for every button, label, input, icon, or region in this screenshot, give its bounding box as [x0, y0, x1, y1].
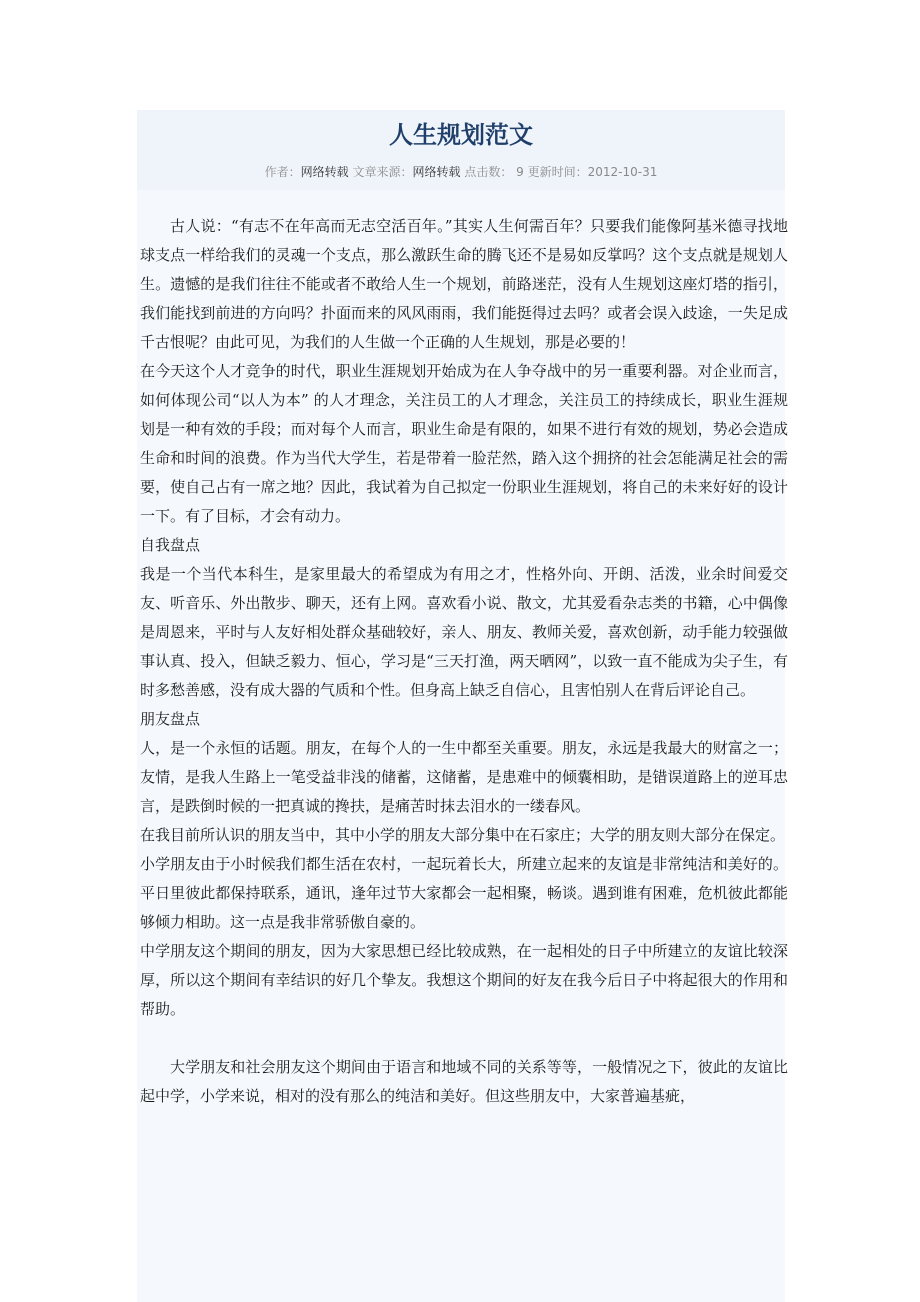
updated-value: 2012-10-31: [587, 165, 658, 179]
clicks-label: 点击数：: [464, 165, 513, 179]
paragraph-career: 在今天这个人才竞争的时代，职业生涯规划开始成为在人争夺战中的另一重要利器。对企业而言，如何体现公司“以人为本” 的人才理念，关注员工的人才理念，关注员工的持续成长，职业生涯规划是一种有效的手段；而对每个人而言，职业生命是有限的，如果不进行有效的规划，势必会造成生命和时间的浪费。作为当代大学生，若是带着一脸茫然，踏入这个拥挤的社会怎能满足社会的需要，使自己占有一席之地？因此，我试着为自己拟定一份职业生涯规划，将自己的未来好好的设计一下。有了目标，才会有动力。: [140, 362, 788, 525]
source-value: 网络转载: [412, 165, 461, 179]
section-heading-friends: 朋友盘点: [140, 710, 201, 728]
article-title: 人生规划范文: [389, 121, 533, 149]
updated-label: 更新时间：: [527, 165, 588, 179]
clicks-value: 9: [516, 165, 524, 179]
section-heading-self: 自我盘点: [140, 536, 201, 554]
paragraph-friends-intro: 人，是一个永恒的话题。朋友，在每个人的一生中都至关重要。朋友，永远是我最大的财富之一；友情，是我人生路上一笔受益非浅的储蓄，这储蓄，是患难中的倾囊相助，是错误道路上的逆耳忠言，是跌倒时候的一把真诚的搀扶，是痛苦时抹去泪水的一缕春风。: [140, 739, 788, 815]
author-label: 作者：: [264, 165, 301, 179]
paragraph-friends-location: 在我目前所认识的朋友当中，其中小学的朋友大部分集中在石家庄；大学的朋友则大部分在保定。: [140, 826, 786, 844]
source-label: 文章来源：: [352, 165, 413, 179]
paragraph-gap: [140, 1024, 788, 1053]
author-value: 网络转载: [300, 165, 349, 179]
paragraph-middle-friends: 中学朋友这个期间的朋友，因为大家思想已经比较成熟，在一起相处的日子中所建立的友谊比较深厚，所以这个期间有幸结识的好几个挚友。我想这个期间的好友在我今后日子中将起很大的作用和帮助。: [140, 942, 788, 1018]
paragraph-intro: 古人说：“有志不在年高而无志空活百年。”其实人生何需百年？只要我们能像阿基米德寻找地球支点一样给我们的灵魂一个支点，那么激跃生命的腾飞还不是易如反掌吗？这个支点就是规划人生。遗憾的是我们往往不能或者不敢给人生一个规划，前路迷茫，没有人生规划这座灯塔的指引，我们能找到前进的方向吗？扑面而来的风风雨雨，我们能挺得过去吗？或者会误入歧途，一失足成千古恨呢？由此可见，为我们的人生做一个正确的人生规划，那是必要的！: [140, 217, 788, 351]
article-body: [140, 212, 788, 1111]
article-meta: [137, 162, 785, 182]
paragraph-college-friends: 大学朋友和社会朋友这个期间由于语言和地域不同的关系等等，一般情况之下，彼此的友谊比起中学，小学来说，相对的没有那么的纯洁和美好。但这些朋友中，大家普遍基疵，: [140, 1058, 788, 1105]
paragraph-self: 我是一个当代本科生，是家里最大的希望成为有用之才，性格外向、开朗、活泼，业余时间爱交友、听音乐、外出散步、聊天，还有上网。喜欢看小说、散文，尤其爱看杂志类的书籍，心中偶像是周恩来，平时与人友好相处群众基础较好，亲人、朋友、教师关爱，喜欢创新，动手能力较强做事认真、投入，但缺乏毅力、恒心，学习是“三天打渔，两天晒网”，以致一直不能成为尖子生，有时多愁善感，没有成大器的气质和个性。但身高上缺乏自信心，且害怕别人在背后评论自己。: [140, 565, 788, 699]
paragraph-primary-friends: 小学朋友由于小时候我们都生活在农村，一起玩着长大，所建立起来的友谊是非常纯洁和美好的。平日里彼此都保持联系，通讯，逢年过节大家都会一起相聚，畅谈。遇到谁有困难，危机彼此都能够倾力相助。这一点是我非常骄傲自豪的。: [140, 855, 788, 931]
